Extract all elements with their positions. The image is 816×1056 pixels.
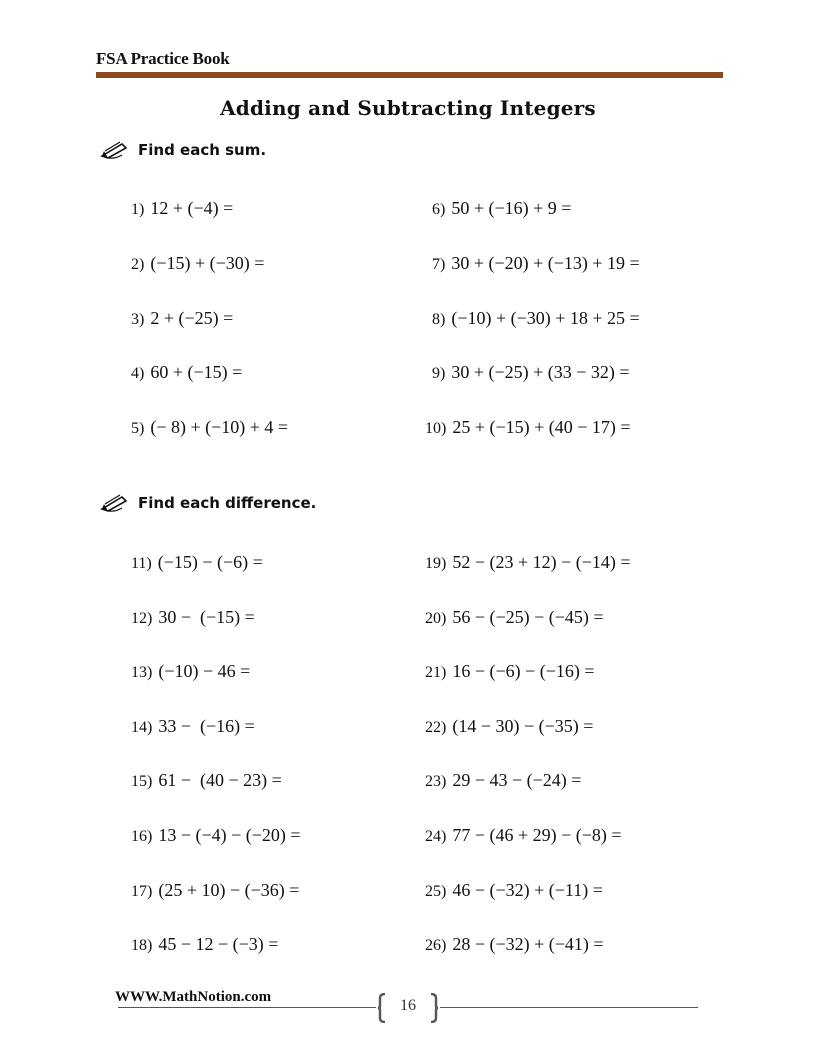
problem-number: 25) — [425, 883, 447, 900]
page-number: 16 — [400, 997, 416, 1014]
problem-number: 21) — [425, 664, 447, 681]
problem — [131, 716, 255, 737]
problem-expression: 56 − (−25) − (−45) = — [452, 607, 604, 627]
problem — [131, 825, 301, 846]
problem — [131, 362, 242, 383]
problem-number: 10) — [425, 420, 447, 437]
problem — [425, 417, 631, 438]
problem-number: 24) — [425, 828, 447, 845]
problem — [131, 417, 288, 438]
instruction-text: Find each difference. — [138, 494, 317, 512]
problem-expression: 13 − (−4) − (−20) = — [158, 825, 301, 845]
problem-number: 12) — [131, 610, 153, 627]
problem-expression: (−15) + (−30) = — [150, 253, 265, 273]
problem-number: 16) — [131, 828, 153, 845]
problem — [432, 198, 571, 219]
problem-expression: 60 + (−15) = — [150, 362, 243, 382]
problem — [131, 934, 278, 955]
problem-number: 19) — [425, 555, 447, 572]
problem-expression: (25 + 10) − (−36) = — [158, 880, 300, 900]
problem-expression: (−15) − (−6) = — [157, 552, 263, 572]
problem — [425, 661, 595, 682]
problem-number: 17) — [131, 883, 153, 900]
problem-expression: 28 − (−32) + (−41) = — [452, 934, 604, 954]
problem-number: 1) — [131, 201, 145, 218]
problem — [425, 607, 604, 628]
problem-expression: (−10) − 46 = — [158, 661, 251, 681]
pencil-icon — [100, 140, 128, 160]
instruction-sum — [100, 140, 266, 160]
problem — [432, 253, 640, 274]
problem — [131, 661, 250, 682]
problem-number: 15) — [131, 773, 153, 790]
problem-number: 3) — [131, 311, 145, 328]
footer-rule-right — [440, 1007, 698, 1008]
problem — [425, 934, 604, 955]
problem — [131, 880, 299, 901]
problem-expression: (− 8) + (−10) + 4 = — [150, 417, 289, 437]
problem-expression: 45 − 12 − (−3) = — [158, 934, 279, 954]
problem-number: 6) — [432, 201, 446, 218]
pencil-icon — [100, 493, 128, 513]
problem-expression: 29 − 43 − (−24) = — [452, 770, 582, 790]
footer-website: WWW.MathNotion.com — [115, 989, 272, 1005]
problem-number: 7) — [432, 256, 446, 273]
page-number-frame — [377, 993, 439, 1023]
problem-expression: 2 + (−25) = — [150, 308, 234, 328]
problem — [432, 362, 630, 383]
instruction-text: Find each sum. — [138, 141, 267, 159]
problem-expression: 30 − (−15) = — [158, 607, 255, 627]
problem-expression: 25 + (−15) + (40 − 17) = — [452, 417, 631, 437]
problem-expression: (14 − 30) − (−35) = — [452, 716, 594, 736]
problem-number: 20) — [425, 610, 447, 627]
problem-number: 22) — [425, 719, 447, 736]
problem — [425, 770, 581, 791]
problem — [131, 552, 263, 573]
problem — [425, 716, 593, 737]
problem-expression: 52 − (23 + 12) − (−14) = — [452, 552, 631, 572]
header-rule — [96, 72, 723, 78]
problem — [425, 825, 622, 846]
problem-number: 13) — [131, 664, 153, 681]
problem-expression: 61 − (40 − 23) = — [158, 770, 282, 790]
problem — [131, 770, 282, 791]
problem-number: 8) — [432, 311, 446, 328]
problem-number: 2) — [131, 256, 145, 273]
problem — [425, 880, 603, 901]
problem-number: 9) — [432, 365, 446, 382]
problem — [425, 552, 631, 573]
problem-expression: (−10) + (−30) + 18 + 25 = — [451, 308, 640, 328]
problem-number: 11) — [131, 555, 152, 572]
problem-expression: 16 − (−6) − (−16) = — [452, 661, 595, 681]
problem-expression: 30 + (−20) + (−13) + 19 = — [451, 253, 640, 273]
problem-expression: 46 − (−32) + (−11) = — [452, 880, 603, 900]
problem-expression: 77 − (46 + 29) − (−8) = — [452, 825, 622, 845]
problem-number: 23) — [425, 773, 447, 790]
problem — [131, 308, 233, 329]
problem-number: 4) — [131, 365, 145, 382]
problem-expression: 12 + (−4) = — [150, 198, 234, 218]
bracket-right-icon — [429, 993, 439, 1023]
problem-number: 14) — [131, 719, 153, 736]
problem-expression: 33 − (−16) = — [158, 716, 255, 736]
problem-expression: 30 + (−25) + (33 − 32) = — [451, 362, 630, 382]
page-title: Adding and Subtracting Integers — [220, 96, 596, 120]
footer-rule-left — [118, 1007, 376, 1008]
problem — [131, 253, 264, 274]
problem-expression: 50 + (−16) + 9 = — [451, 198, 572, 218]
problem — [131, 198, 233, 219]
problem-number: 18) — [131, 937, 153, 954]
instruction-difference — [100, 493, 316, 513]
problem-number: 5) — [131, 420, 145, 437]
problem-number: 26) — [425, 937, 447, 954]
problem — [131, 607, 255, 628]
book-title: FSA Practice Book — [96, 49, 230, 68]
problem — [432, 308, 640, 329]
